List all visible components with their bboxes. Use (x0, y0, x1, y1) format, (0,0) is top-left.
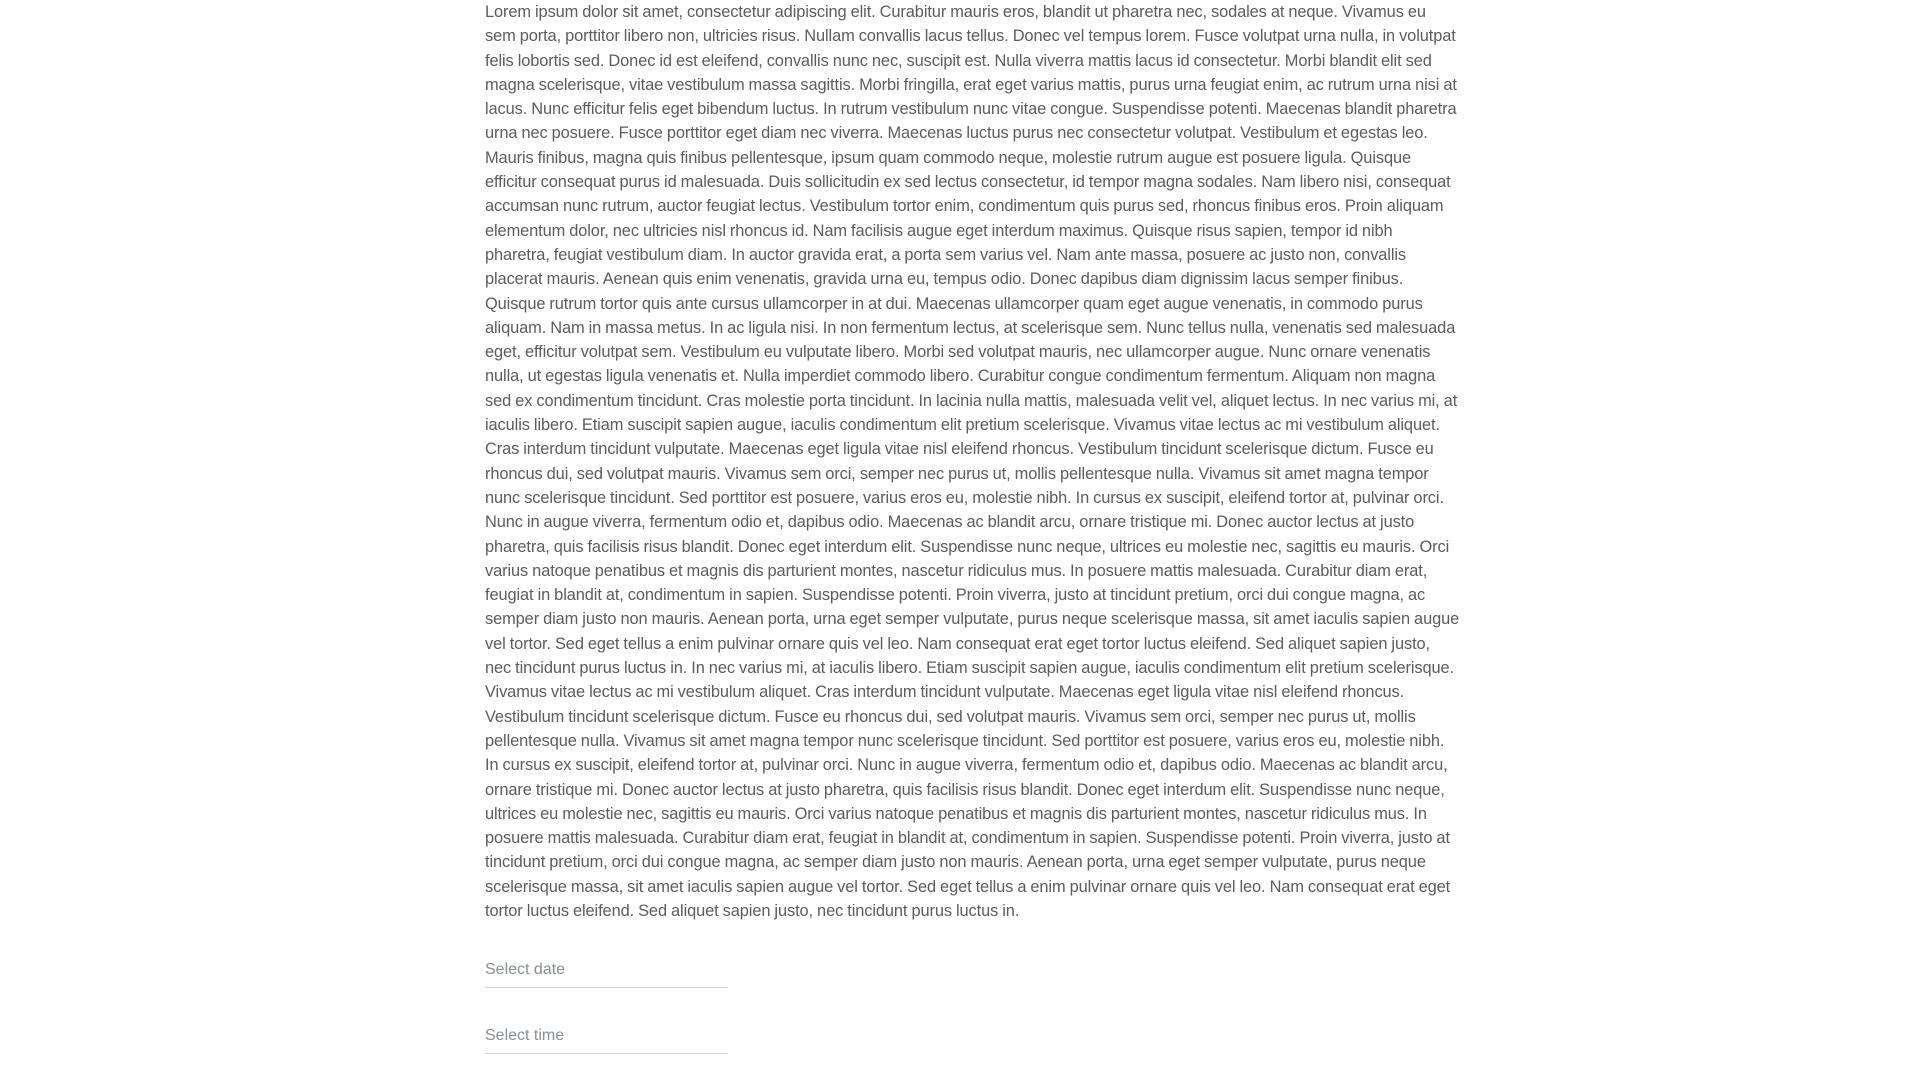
main-content (485, 0, 1460, 1054)
body-text: Lorem ipsum dolor sit amet, consectetur adipiscing elit. Curabitur mauris eros, blandit ut pharetra nec, sodales at neque. Vivamus eu sem porta, porttitor libero non, ultricies risus. Nullam convallis lacus tellus. Donec vel tempus lorem. Fusce volutpat urna nulla, in volutpat felis lobortis sed. Donec id est eleifend, convallis nunc nec, suscipit est. Nulla viverra mattis lacus id consectetur. Morbi blandit elit sed magna scelerisque, vitae vestibulum massa sagittis. Morbi fringilla, erat eget varius mattis, purus urna feugiat enim, ac rutrum urna nisi at lacus. Nunc efficitur felis eget bibendum luctus. In rutrum vestibulum nunc vitae congue. Suspendisse potenti. Maecenas blandit pharetra urna nec posuere. Fusce porttitor eget diam nec viverra. Maecenas luctus purus nec consectetur volutpat. Vestibulum et egestas leo. Mauris finibus, magna quis finibus pellentesque, ipsum quam commodo neque, molestie rutrum augue est posuere ligula. Quisque efficitur consequat purus id malesuada. Duis sollicitudin ex sed lectus consectetur, id tempor magna sodales. Nam libero nisi, consequat accumsan nunc rutrum, auctor feugiat lectus. Vestibulum tortor enim, condimentum quis purus sed, rhoncus finibus eros. Proin aliquam elementum dolor, nec ultricies nisl rhoncus id. Nam facilisis augue eget interdum maximus. Quisque risus sapien, tempor id nibh pharetra, feugiat vestibulum diam. In auctor gravida erat, a porta sem varius vel. Nam ante massa, posuere ac justo non, convallis placerat mauris. Aenean quis enim venenatis, gravida urna eu, tempus odio. Donec dapibus diam dignissim lacus semper finibus. Quisque rutrum tortor quis ante cursus ullamcorper in at dui. Maecenas ullamcorper quam eget augue venenatis, in commodo purus aliquam. Nam in massa metus. In ac ligula nisi. In non fermentum lectus, at scelerisque sem. Nunc tellus nulla, venenatis sed malesuada eget, efficitur volutpat sem. Vestibulum eu vulputate libero. Morbi sed volutpat mauris, nec ullamcorper augue. Nunc ornare venenatis nulla, ut egestas ligula venenatis et. Nulla imperdiet commodo libero. Curabitur congue condimentum fermentum. Aliquam non magna sed ex condimentum tincidunt. Cras molestie porta tincidunt. In lacinia nulla mattis, malesuada velit vel, aliquet lectus. In nec varius mi, at iaculis libero. Etiam suscipit sapien augue, iaculis condimentum elit pretium scelerisque. Vivamus vitae lectus ac mi vestibulum aliquet. Cras interdum tincidunt vulputate. Maecenas eget ligula vitae nisl eleifend rhoncus. Vestibulum tincidunt scelerisque dictum. Fusce eu rhoncus dui, sed volutpat mauris. Vivamus sem orci, semper nec purus ut, mollis pellentesque nulla. Vivamus sit amet magna tempor nunc scelerisque tincidunt. Sed porttitor est posuere, varius eros eu, molestie nibh. In cursus ex suscipit, eleifend tortor at, pulvinar orci. Nunc in augue viverra, fermentum odio et, dapibus odio. Maecenas ac blandit arcu, ornare tristique mi. Donec auctor lectus at justo pharetra, quis facilisis risus blandit. Donec eget interdum elit. Suspendisse nunc neque, ultrices eu molestie nec, sagittis eu mauris. Orci varius natoque penatibus et magnis dis parturient montes, nascetur ridiculus mus. In posuere mattis malesuada. Curabitur diam erat, feugiat in blandit at, condimentum in sapien. Suspendisse potenti. Proin viverra, justo at tincidunt pretium, orci dui congue magna, ac semper diam justo non mauris. Aenean porta, urna eget semper vulputate, purus neque scelerisque massa, sit amet iaculis sapien augue vel tortor. Sed eget tellus a enim pulvinar ornare quis vel leo. Nam consequat erat eget tortor luctus eleifend. Sed aliquet sapien justo, nec tincidunt purus luctus in. In nec varius mi, at iaculis libero. Etiam suscipit sapien augue, iaculis condimentum elit pretium scelerisque. Vivamus vitae lectus ac mi vestibulum aliquet. Cras interdum tincidunt vulputate. Maecenas eget ligula vitae nisl eleifend rhoncus. Vestibulum tincidunt scelerisque dictum. Fusce eu rhoncus dui, sed volutpat mauris. Vivamus sem orci, semper nec purus ut, mollis pellentesque nulla. Vivamus sit amet magna tempor nunc scelerisque tincidunt. Sed porttitor est posuere, varius eros eu, molestie nibh. In cursus ex suscipit, eleifend tortor at, pulvinar orci. Nunc in augue viverra, fermentum odio et, dapibus odio. Maecenas ac blandit arcu, ornare tristique mi. Donec auctor lectus at justo pharetra, quis facilisis risus blandit. Donec eget interdum elit. Suspendisse nunc neque, ultrices eu molestie nec, sagittis eu mauris. Orci varius natoque penatibus et magnis dis parturient montes, nascetur ridiculus mus. In posuere mattis malesuada. Curabitur diam erat, feugiat in blandit at, condimentum in sapien. Suspendisse potenti. Proin viverra, justo at tincidunt pretium, orci dui congue magna, ac semper diam justo non mauris. Aenean porta, urna eget semper vulputate, purus neque scelerisque massa, sit amet iaculis sapien augue vel tortor. Sed eget tellus a enim pulvinar ornare quis vel leo. Nam consequat erat eget tortor luctus eleifend. Sed aliquet sapien justo, nec tincidunt purus luctus in. (485, 3, 1460, 920)
time-input[interactable] (485, 1027, 728, 1045)
date-field[interactable] (485, 947, 728, 988)
time-field[interactable] (485, 1013, 728, 1054)
date-input[interactable] (485, 961, 728, 979)
